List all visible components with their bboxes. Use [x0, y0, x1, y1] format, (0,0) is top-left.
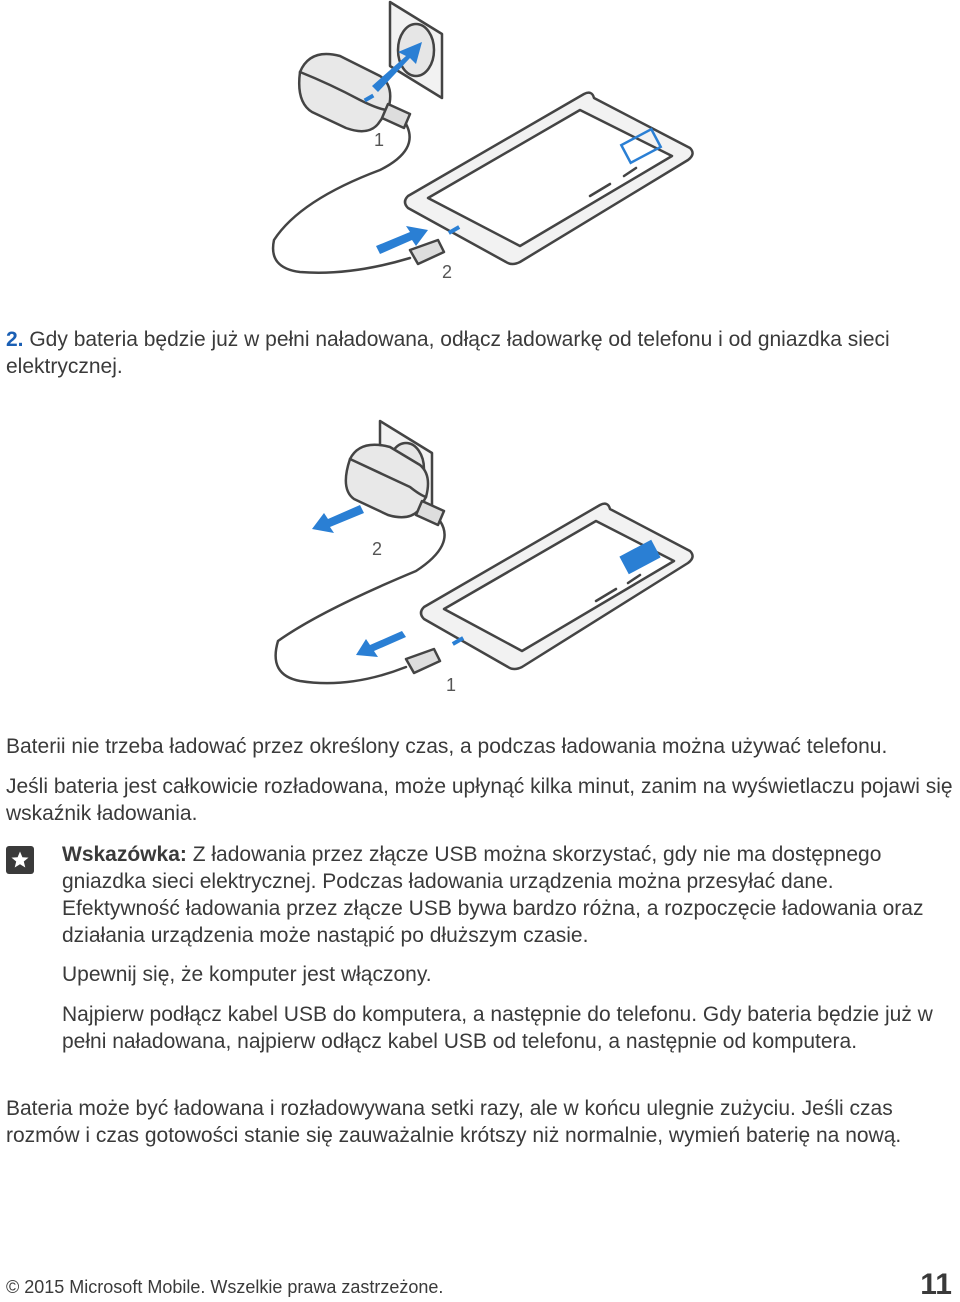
tip-label: Wskazówka:: [62, 843, 187, 866]
charging-connect-illustration: [260, 0, 700, 290]
step-label-1: 1: [374, 130, 385, 150]
footer-copyright: © 2015 Microsoft Mobile. Wszelkie prawa zastrzeżone.: [6, 1277, 444, 1297]
step-label-2: 2: [442, 262, 453, 282]
tip-paragraph: [62, 841, 957, 949]
page-number: 11: [920, 1268, 952, 1301]
step-label-2: 2: [372, 539, 383, 559]
tip-usb-order: Najpierw podłącz kabel USB do komputera, a następnie do telefonu. Gdy bateria będzie już w pełni naładowana, najpierw odłącz kabel USB od telefonu, a następnie od komputera.: [62, 1003, 933, 1053]
tip-body: Z ładowania przez złącze USB można skorzystać, gdy nie ma dostępnego gniazdka sieci elektrycznej. Podczas ładowania urządzenia można przesyłać dane. Efektywność ładowania przez złącze USB bywa bardzo różna, a rozpoczęcie ładowania oraz działania urządzenia może nastąpić po dłuższym czasie.: [62, 843, 924, 947]
tip-computer-on: Upewnij się, że komputer jest włączony.: [62, 963, 432, 986]
paragraph-charging-time: Baterii nie trzeba ładować przez określony czas, a podczas ładowania można używać telefonu.: [6, 735, 888, 758]
paragraph-battery-lifetime: Bateria może być ładowana i rozładowywana setki razy, ale w końcu ulegnie zużyciu. Jeśli czas rozmów i czas gotowości stanie się zauważalnie krótszy niż normalnie, wymień baterię na nową.: [6, 1097, 902, 1147]
step-number: 2.: [6, 328, 24, 351]
charging-disconnect-illustration: [260, 415, 700, 705]
step-2-body: Gdy bateria będzie już w pełni naładowana, odłącz ładowarkę od telefonu i od gniazdka sieci elektrycznej.: [6, 328, 890, 378]
star-icon: [6, 846, 34, 874]
paragraph-empty-battery: Jeśli bateria jest całkowicie rozładowana, może upłynąć kilka minut, zanim na wyświetlaczu pojawi się wskaźnik ładowania.: [6, 775, 953, 825]
step-2-text: [6, 326, 956, 380]
step-label-1: 1: [446, 675, 457, 695]
